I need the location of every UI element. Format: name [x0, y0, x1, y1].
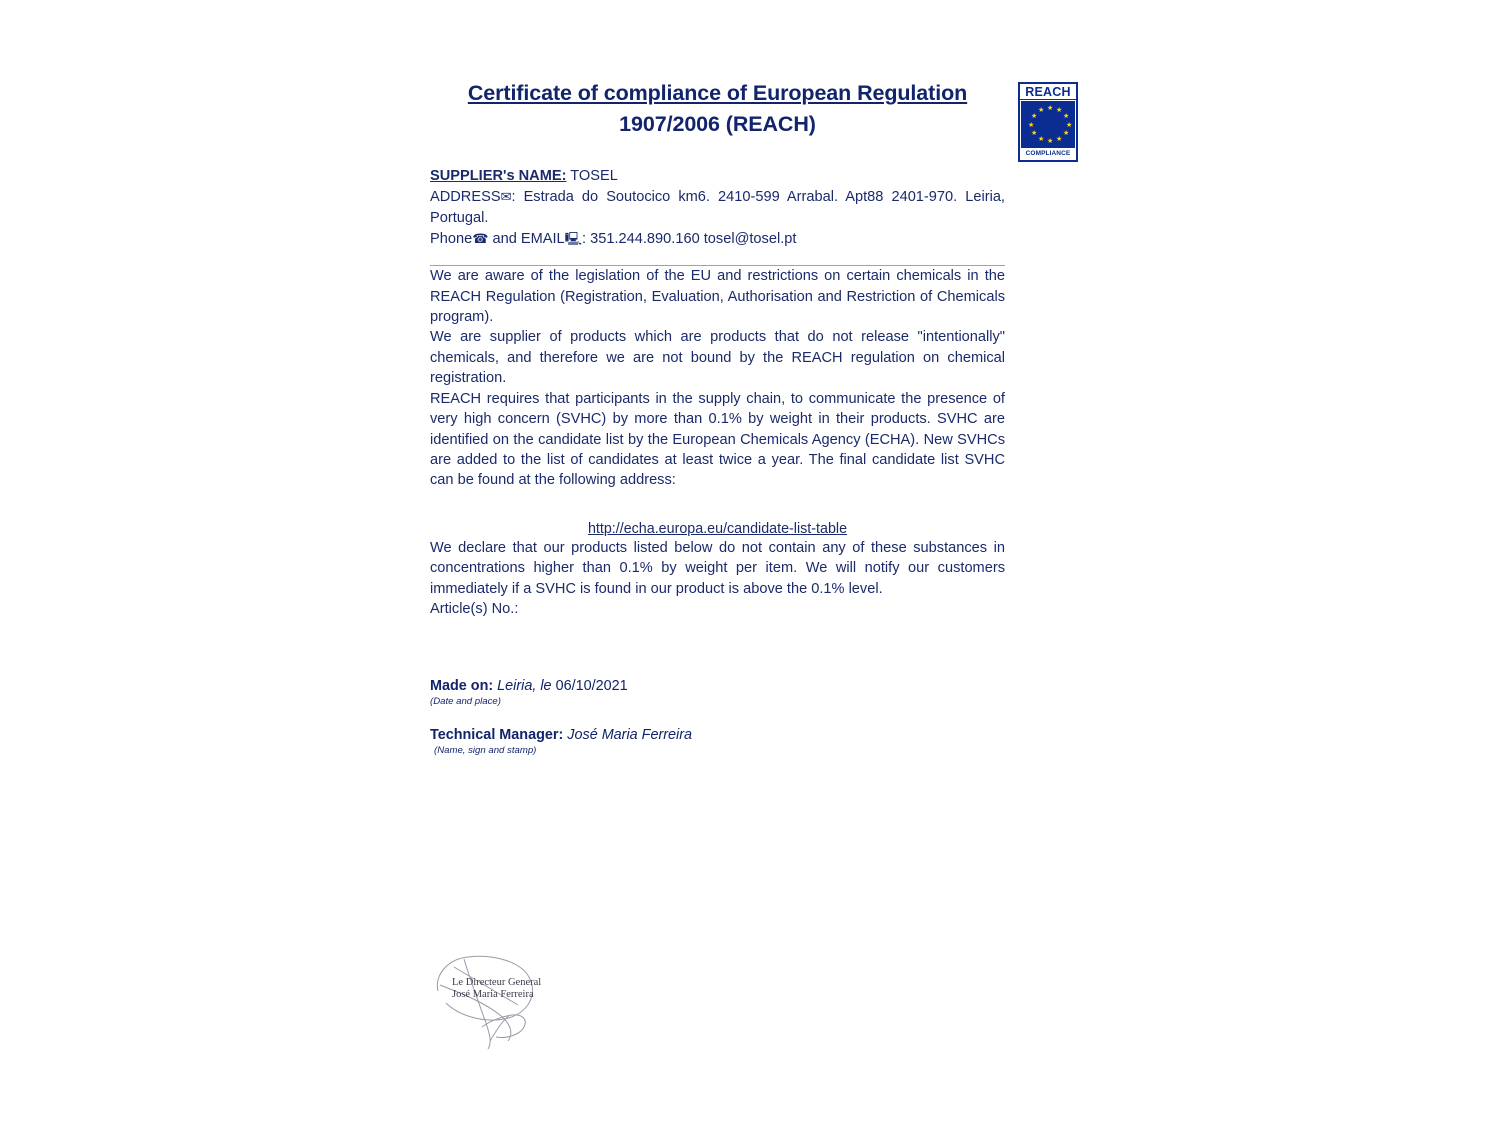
candidate-list-link-wrapper [430, 520, 1005, 538]
paragraph-supplier-statement: We are supplier of products which are products that do not release "intentionally" chemicals, and therefore we are not bound by the REACH regulation on chemical registration. [430, 329, 1005, 387]
page-title [430, 78, 1005, 140]
technical-manager-note: (Name, sign and stamp) [434, 744, 537, 756]
made-on-row [430, 678, 1005, 694]
articles-number-label: Article(s) No.: [430, 601, 519, 618]
document-body [430, 78, 1005, 756]
paragraph-awareness: We are aware of the legislation of the EU and restrictions on certain chemicals in the REACH Regulation (Registration, Evaluation, Authorisation and Restriction of Chemicals program). [430, 268, 1005, 326]
reach-logo-compliance-text: COMPLIANCE [1025, 150, 1071, 157]
phone-icon: ☎ [472, 231, 489, 247]
made-on-label: Made on: [430, 677, 494, 694]
reach-compliance-logo [1018, 82, 1078, 162]
eu-flag-icon: ★ ★ ★ ★ ★ ★ ★ ★ ★ ★ ★ ★ [1021, 101, 1075, 148]
stamp-line-2: José Maria Ferreira [452, 989, 534, 1000]
made-on-note: (Date and place) [430, 695, 501, 707]
computer-icon: 🖳 [564, 231, 583, 247]
made-on-place: Leiria, le [497, 677, 552, 694]
supplier-contact-row [430, 229, 1005, 250]
supplier-name-row [430, 166, 1005, 187]
paragraph-reach-requirements: REACH requires that participants in the supply chain, to communicate the presence of very high concern (SVHC) by more than 0.1% by weight in their products. SVHC are identified on the candidate list by the European Chemicals Agency (ECHA). New SVHCs are added to the list of candidates at least twice a year. The final candidate list SVHC can be found at the following address: [430, 390, 1005, 489]
paragraph-declaration: We declare that our products listed below do not contain any of these substances in concentrations higher than 0.1% by weight per item. We will notify our customers immediately if a SVHC is found in our product is above the 0.1% level. [430, 539, 1005, 597]
supplier-address-row [430, 187, 1005, 228]
supplier-contact-value: : 351.244.890.160 tosel@tosel.pt [582, 230, 797, 247]
title-line-2: 1907/2006 (REACH) [619, 112, 816, 137]
candidate-list-link[interactable]: http://echa.europa.eu/candidate-list-table [587, 520, 848, 537]
supplier-address-value: : Estrada do Soutocico km6. 2410-599 Arrabal. Apt88 2401-970. Leiria, Portugal. [430, 189, 1005, 226]
supplier-name-value: TOSEL [570, 168, 618, 185]
technical-manager-row [430, 727, 1005, 743]
envelope-icon: ✉ [500, 190, 512, 206]
technical-manager-label: Technical Manager: [430, 726, 564, 743]
stamp-text-block [452, 977, 541, 1001]
technical-manager-name: José Maria Ferreira [567, 726, 693, 743]
signature-stamp [430, 945, 550, 1055]
phone-label: Phone [430, 230, 473, 247]
email-label: and EMAIL [488, 230, 565, 247]
supplier-info-block [430, 166, 1005, 249]
made-on-date: 06/10/2021 [555, 677, 628, 694]
supplier-name-label: SUPPLIER's NAME: [430, 168, 567, 185]
stamp-line-1: Le Directeur General [452, 977, 542, 988]
supplier-address-label: ADDRESS [430, 189, 501, 206]
title-line-1: Certificate of compliance of European Regulation [467, 81, 968, 105]
reach-logo-word: REACH [1020, 84, 1076, 100]
